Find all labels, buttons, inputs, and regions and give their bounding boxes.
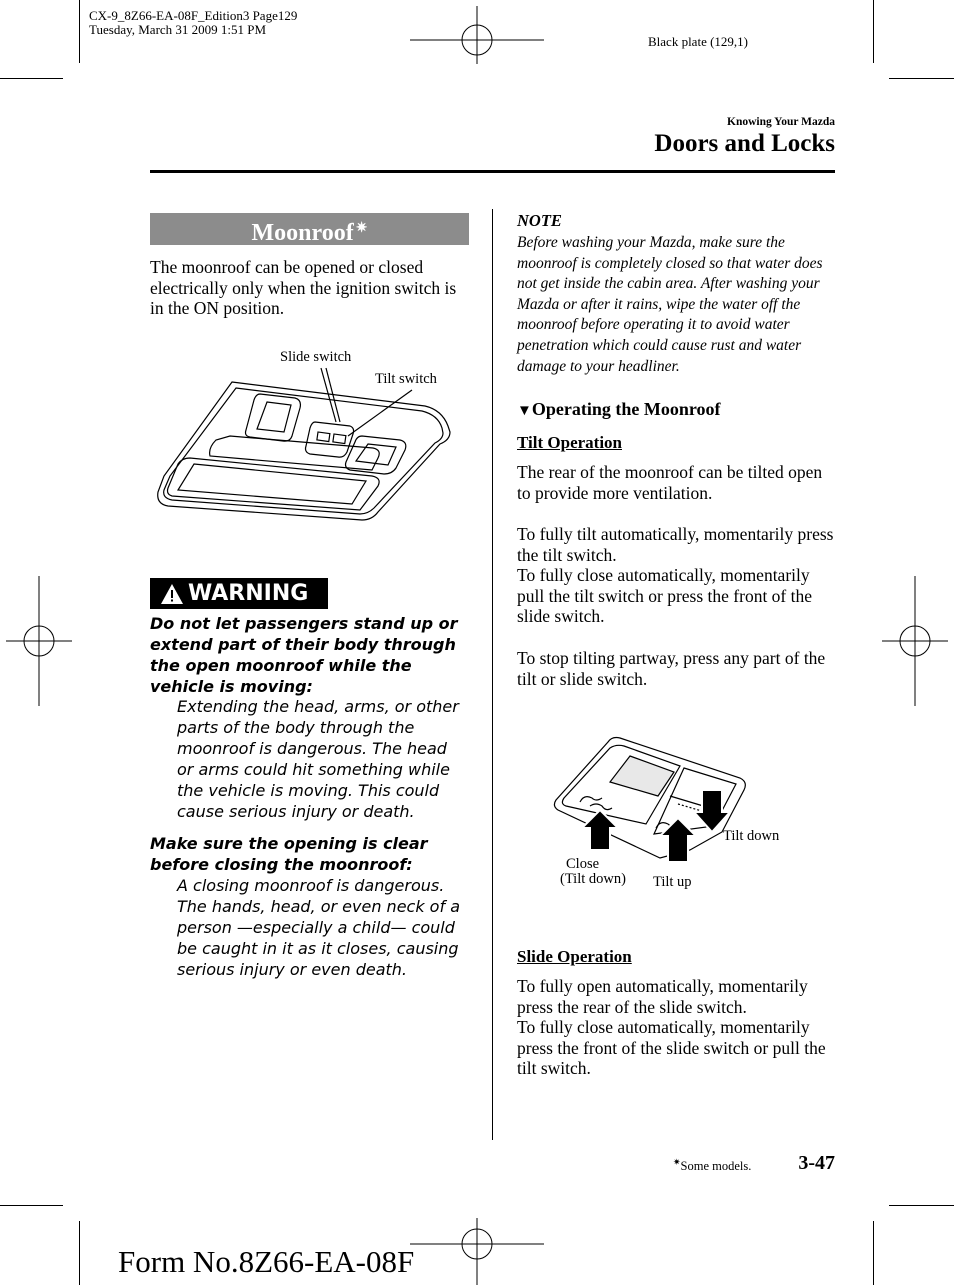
- tilt-paragraph-4: To stop tilting partway, press any part of the tilt or slide switch.: [517, 648, 826, 689]
- close-label: Close: [566, 856, 600, 872]
- registration-mark-left: [6, 576, 72, 706]
- plate-label: Black plate (129,1): [648, 34, 748, 49]
- slide-operation-heading: Slide Operation: [517, 947, 632, 966]
- intro-paragraph: The moonroof can be opened or closed electrically only when the ignition switch is in the ON position.: [150, 257, 457, 318]
- tilt-operation-heading: Tilt Operation: [517, 433, 622, 452]
- slide-paragraph-2: To fully close automatically, momentarily press the front of the slide switch or pull the tilt switch.: [517, 1017, 826, 1078]
- registration-mark-bottom: [410, 1212, 544, 1285]
- switch-detail-illustration: [550, 732, 750, 872]
- note-body: Before washing your Mazda, make sure the moonroof is completely closed so that water does not get inside the cabin area. After washing your Mazda or after it rains, wipe the water off the moonroof before operating it to avoid water penetration which could cause rust and water damage to your headliner.: [517, 234, 823, 375]
- slide-paragraph-1: To fully open automatically, momentarily press the rear of the slide switch.: [517, 976, 808, 1017]
- footnote: [673, 1157, 751, 1174]
- some-models-mark: ✷: [355, 221, 368, 236]
- column-divider: [492, 209, 493, 1140]
- warning-p2-body: A closing moonroof is dangerous. The hands, head, or even neck of a person —especially a child— could be caught in it as it closes, causing serious injury or even death.: [177, 876, 460, 979]
- subsection-heading: [517, 399, 721, 420]
- crop-mark: [79, 0, 80, 63]
- page-number: 3-47: [798, 1152, 835, 1174]
- crop-mark: [873, 0, 874, 63]
- warning-p2-lead: Make sure the opening is clear before closing the moonroof:: [150, 834, 428, 874]
- warning-p1-body: Extending the head, arms, or other parts of the body through the moonroof is dangerous. The head or arms could hit something while the vehicle is moving. This could cause serious injury or death.: [177, 697, 459, 821]
- header-rule: [150, 170, 835, 173]
- crop-mark: [0, 1205, 63, 1206]
- crop-mark: [889, 78, 954, 79]
- triangle-marker-icon: ▼: [517, 403, 532, 419]
- overhead-console-illustration: [150, 340, 470, 550]
- tilt-paragraph-1: The rear of the moonroof can be tilted open to provide more ventilation.: [517, 462, 823, 503]
- section-title: Doors and Locks: [654, 130, 835, 157]
- crop-mark: [0, 78, 63, 79]
- crop-mark: [873, 1221, 874, 1285]
- note-title: NOTE: [517, 211, 562, 230]
- tilt-paragraph-2: To fully tilt automatically, momentarily press the tilt switch.: [517, 524, 834, 565]
- subsection-title: Operating the Moonroof: [531, 399, 721, 419]
- warning-triangle-icon: [160, 583, 184, 605]
- registration-mark-top: [410, 6, 544, 74]
- form-number: Form No.8Z66-EA-08F: [118, 1244, 415, 1279]
- chapter-title: Knowing Your Mazda: [727, 116, 835, 128]
- tilt-paragraph-3: To fully close automatically, momentarily pull the tilt switch or press the front of the slide switch.: [517, 565, 813, 626]
- print-job-line: CX-9_8Z66-EA-08F_Edition3 Page129: [89, 8, 298, 23]
- registration-mark-right: [882, 576, 948, 706]
- crop-mark: [79, 1221, 80, 1285]
- print-timestamp: Tuesday, March 31 2009 1:51 PM: [89, 22, 267, 37]
- section-banner: [150, 213, 469, 245]
- slide-switch-label: Slide switch: [280, 349, 352, 365]
- crop-mark: [889, 1205, 954, 1206]
- footnote-text: Some models.: [680, 1159, 752, 1173]
- warning-p1-lead: Do not let passengers stand up or extend part of their body through the open moonroof while the vehicle is moving:: [150, 614, 458, 696]
- tilt-switch-label: Tilt switch: [375, 371, 437, 387]
- section-banner-title: Moonroof: [251, 220, 354, 246]
- warning-label: WARNING: [188, 581, 309, 606]
- tilt-down-label: Tilt down: [723, 828, 780, 844]
- footnote-mark: ✷: [673, 1157, 681, 1167]
- close-sub-label: (Tilt down): [560, 871, 626, 887]
- tilt-up-label: Tilt up: [653, 874, 692, 890]
- warning-badge: [150, 578, 328, 609]
